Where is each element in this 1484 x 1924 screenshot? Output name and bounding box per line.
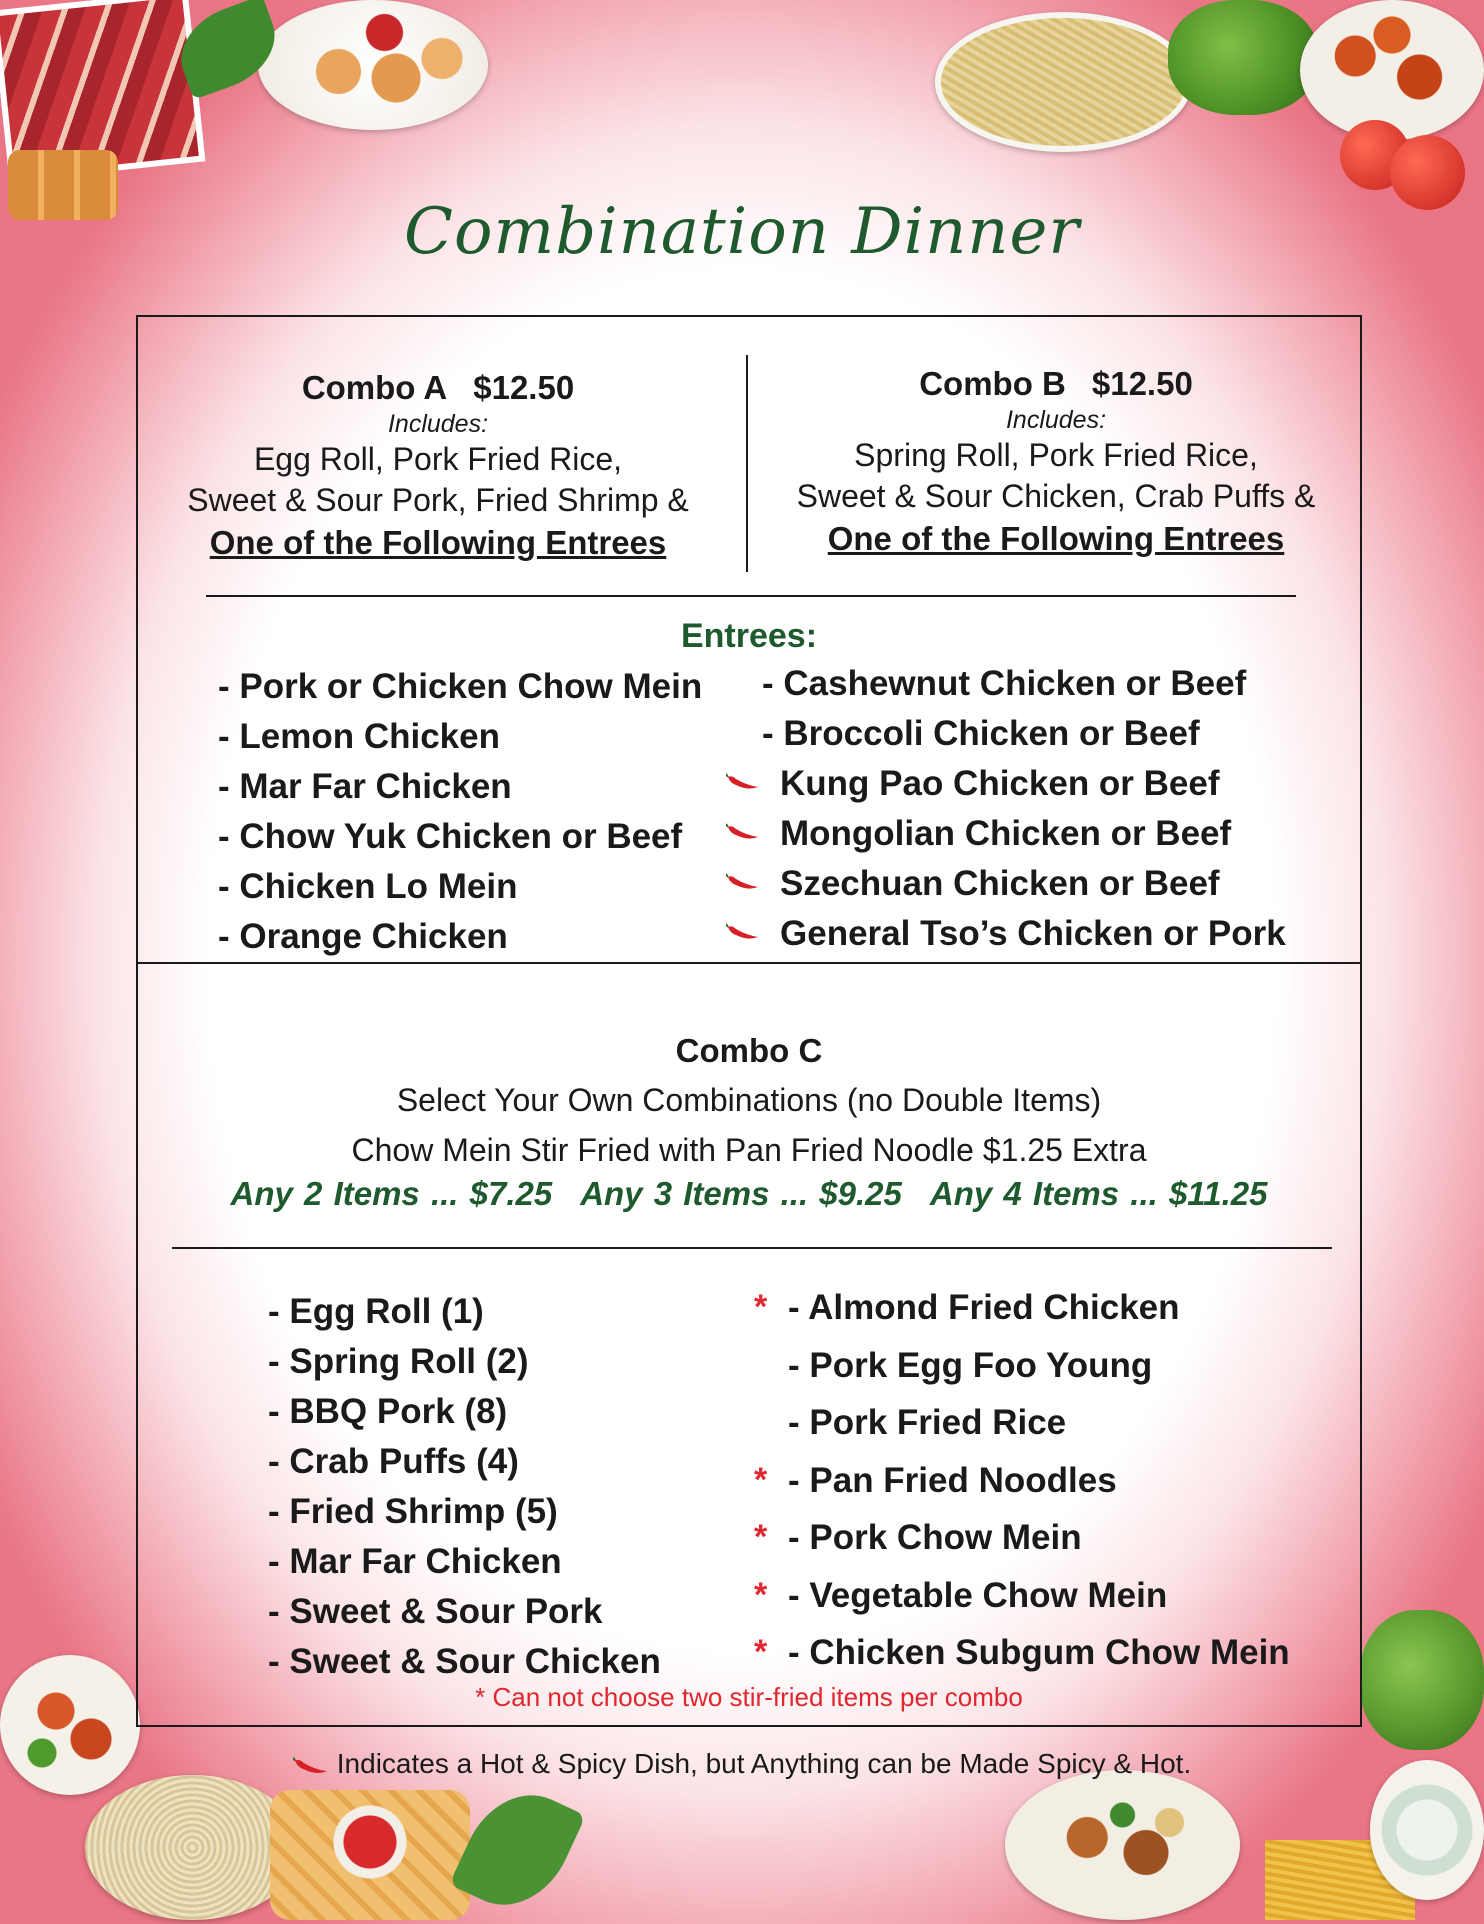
combo-divider [746,355,748,572]
combo-b-includes-label: Includes: [1005,406,1107,434]
hot-pepper-icon [293,1756,329,1776]
entrees-list-left [218,662,702,962]
price-two-items: Any 2 Items ... $7.25 [230,1175,553,1212]
hot-pepper-icon [726,823,760,841]
hot-pepper-icon [726,873,760,891]
combo-a-name: Combo A [301,369,448,406]
food-photo-lettuce-top [1168,0,1318,115]
entree-item: - Mar Far Chicken [218,767,512,806]
combo-c-items-left [268,1287,661,1687]
food-photo-soup [1370,1760,1484,1900]
stir-fried-star-icon: * [754,1460,768,1499]
combo-c-item-label: - Almond Fried Chicken [788,1288,1180,1327]
combo-c-item: - Mar Far Chicken [268,1542,562,1581]
combo-c-item [754,1509,1290,1567]
combo-c-item-label: - Chicken Subgum Chow Mein [788,1633,1290,1672]
stir-fried-star-icon: * [754,1518,768,1556]
combo-c-description: Select Your Own Combinations (no Double Items) [396,1082,1102,1118]
combo-c-items-right [754,1279,1290,1682]
combo-c-item-label: - Pork Egg Foo Young [788,1345,1153,1385]
combo-c-item: - Sweet & Sour Chicken [268,1642,661,1681]
section-divider [138,962,1360,964]
combo-c-item [754,1624,1290,1682]
entree-item: - Cashewnut Chicken or Beef [762,664,1247,703]
food-photo-fried-rice [85,1775,300,1920]
stir-fried-star-icon: * [754,1575,768,1614]
combo-c-pricing [138,1175,1360,1213]
combo-c-item: - Fried Shrimp (5) [268,1492,558,1531]
food-photo-lettuce-bottom [1360,1610,1484,1750]
stir-fried-star-icon: * [754,1288,768,1326]
entree-item: - Pork or Chicken Chow Mein [218,667,703,706]
combo-a-items-line1: Egg Roll, Pork Fried Rice, [253,441,623,477]
entree-item: - Chicken Lo Mein [218,867,518,906]
combo-c-item-label: - Pork Chow Mein [788,1518,1082,1557]
entree-item: - Chow Yuk Chicken or Beef [218,817,683,856]
food-photo-fried-shrimp [258,0,488,130]
combo-c-item: - Egg Roll (1) [268,1292,484,1331]
combo-c-item: - Crab Puffs (4) [268,1442,519,1481]
food-photo-crab-puffs [270,1790,470,1920]
combo-a-includes-label: Includes: [387,410,489,438]
combo-c-item-label: - Vegetable Chow Mein [788,1575,1168,1615]
hot-pepper-icon [726,773,760,791]
combo-c-noodle-note: Chow Mein Stir Fried with Pan Fried Noodle $1.25 Extra [351,1132,1147,1168]
combo-b-name: Combo B [919,365,1066,402]
combo-c-item-label: - Pork Fried Rice [788,1403,1067,1442]
combo-c-item [788,1337,1290,1395]
entree-item [762,809,1286,859]
combo-c-item [754,1279,1290,1337]
combo-c-item [754,1567,1290,1625]
combo-c-item [788,1394,1290,1452]
divider-line [172,1247,1332,1249]
combo-c-item [754,1452,1290,1510]
combo-c-item: - Spring Roll (2) [268,1342,529,1381]
price-four-items: Any 4 Items ... $11.25 [929,1175,1268,1212]
divider-line [206,595,1296,597]
combo-c-header: Combo C [675,1032,823,1069]
combo-b-section [750,363,1362,561]
spicy-legend [0,1748,1484,1780]
food-photo-cashew-chicken [1005,1770,1240,1920]
spicy-legend-text: Indicates a Hot & Spicy Dish, but Anything can be Made Spicy & Hot. [336,1748,1192,1779]
combo-a-price: $12.50 [473,369,575,406]
menu-box [136,315,1362,1727]
combo-c-item: - BBQ Pork (8) [268,1392,508,1431]
stir-fried-star-icon: * [754,1633,768,1671]
entree-item-label: Mongolian Chicken or Beef [780,814,1232,853]
price-three-items: Any 3 Items ... $9.25 [580,1175,902,1212]
food-photo-orange-chicken [1300,0,1484,140]
combo-b-items-line2: Sweet & Sour Chicken, Crab Puffs & [796,478,1316,514]
combo-a-section [138,367,738,565]
entree-item [762,859,1286,909]
entree-item: - Lemon Chicken [218,717,500,756]
hot-pepper-icon [726,923,760,941]
entree-item-label: General Tso’s Chicken or Pork [780,914,1286,953]
entree-item-label: Szechuan Chicken or Beef [780,864,1220,903]
combo-a-items-line2: Sweet & Sour Pork, Fried Shrimp & [187,482,689,518]
combo-b-header [750,363,1362,405]
stir-fried-note: * Can not choose two stir-fried items per combo [475,1682,1023,1712]
combo-b-price: $12.50 [1091,365,1193,402]
combo-c-item: - Sweet & Sour Pork [268,1592,603,1631]
entree-item [762,909,1286,959]
combo-c-item-label: - Pan Fried Noodles [788,1460,1117,1500]
page-title: Combination Dinner [404,195,1080,269]
combo-b-items-line1: Spring Roll, Pork Fried Rice, [854,437,1258,473]
combo-a-footer: One of the Following Entrees [209,524,667,561]
entrees-heading: Entrees: [680,617,818,655]
entree-item [762,759,1286,809]
food-photo-noodles [935,12,1192,152]
entree-item: - Orange Chicken [218,917,508,956]
combo-b-footer: One of the Following Entrees [827,520,1285,557]
entrees-list-right [762,659,1286,959]
entree-item: - Broccoli Chicken or Beef [762,714,1200,753]
combo-a-header [138,367,738,409]
entree-item-label: Kung Pao Chicken or Beef [780,764,1220,803]
